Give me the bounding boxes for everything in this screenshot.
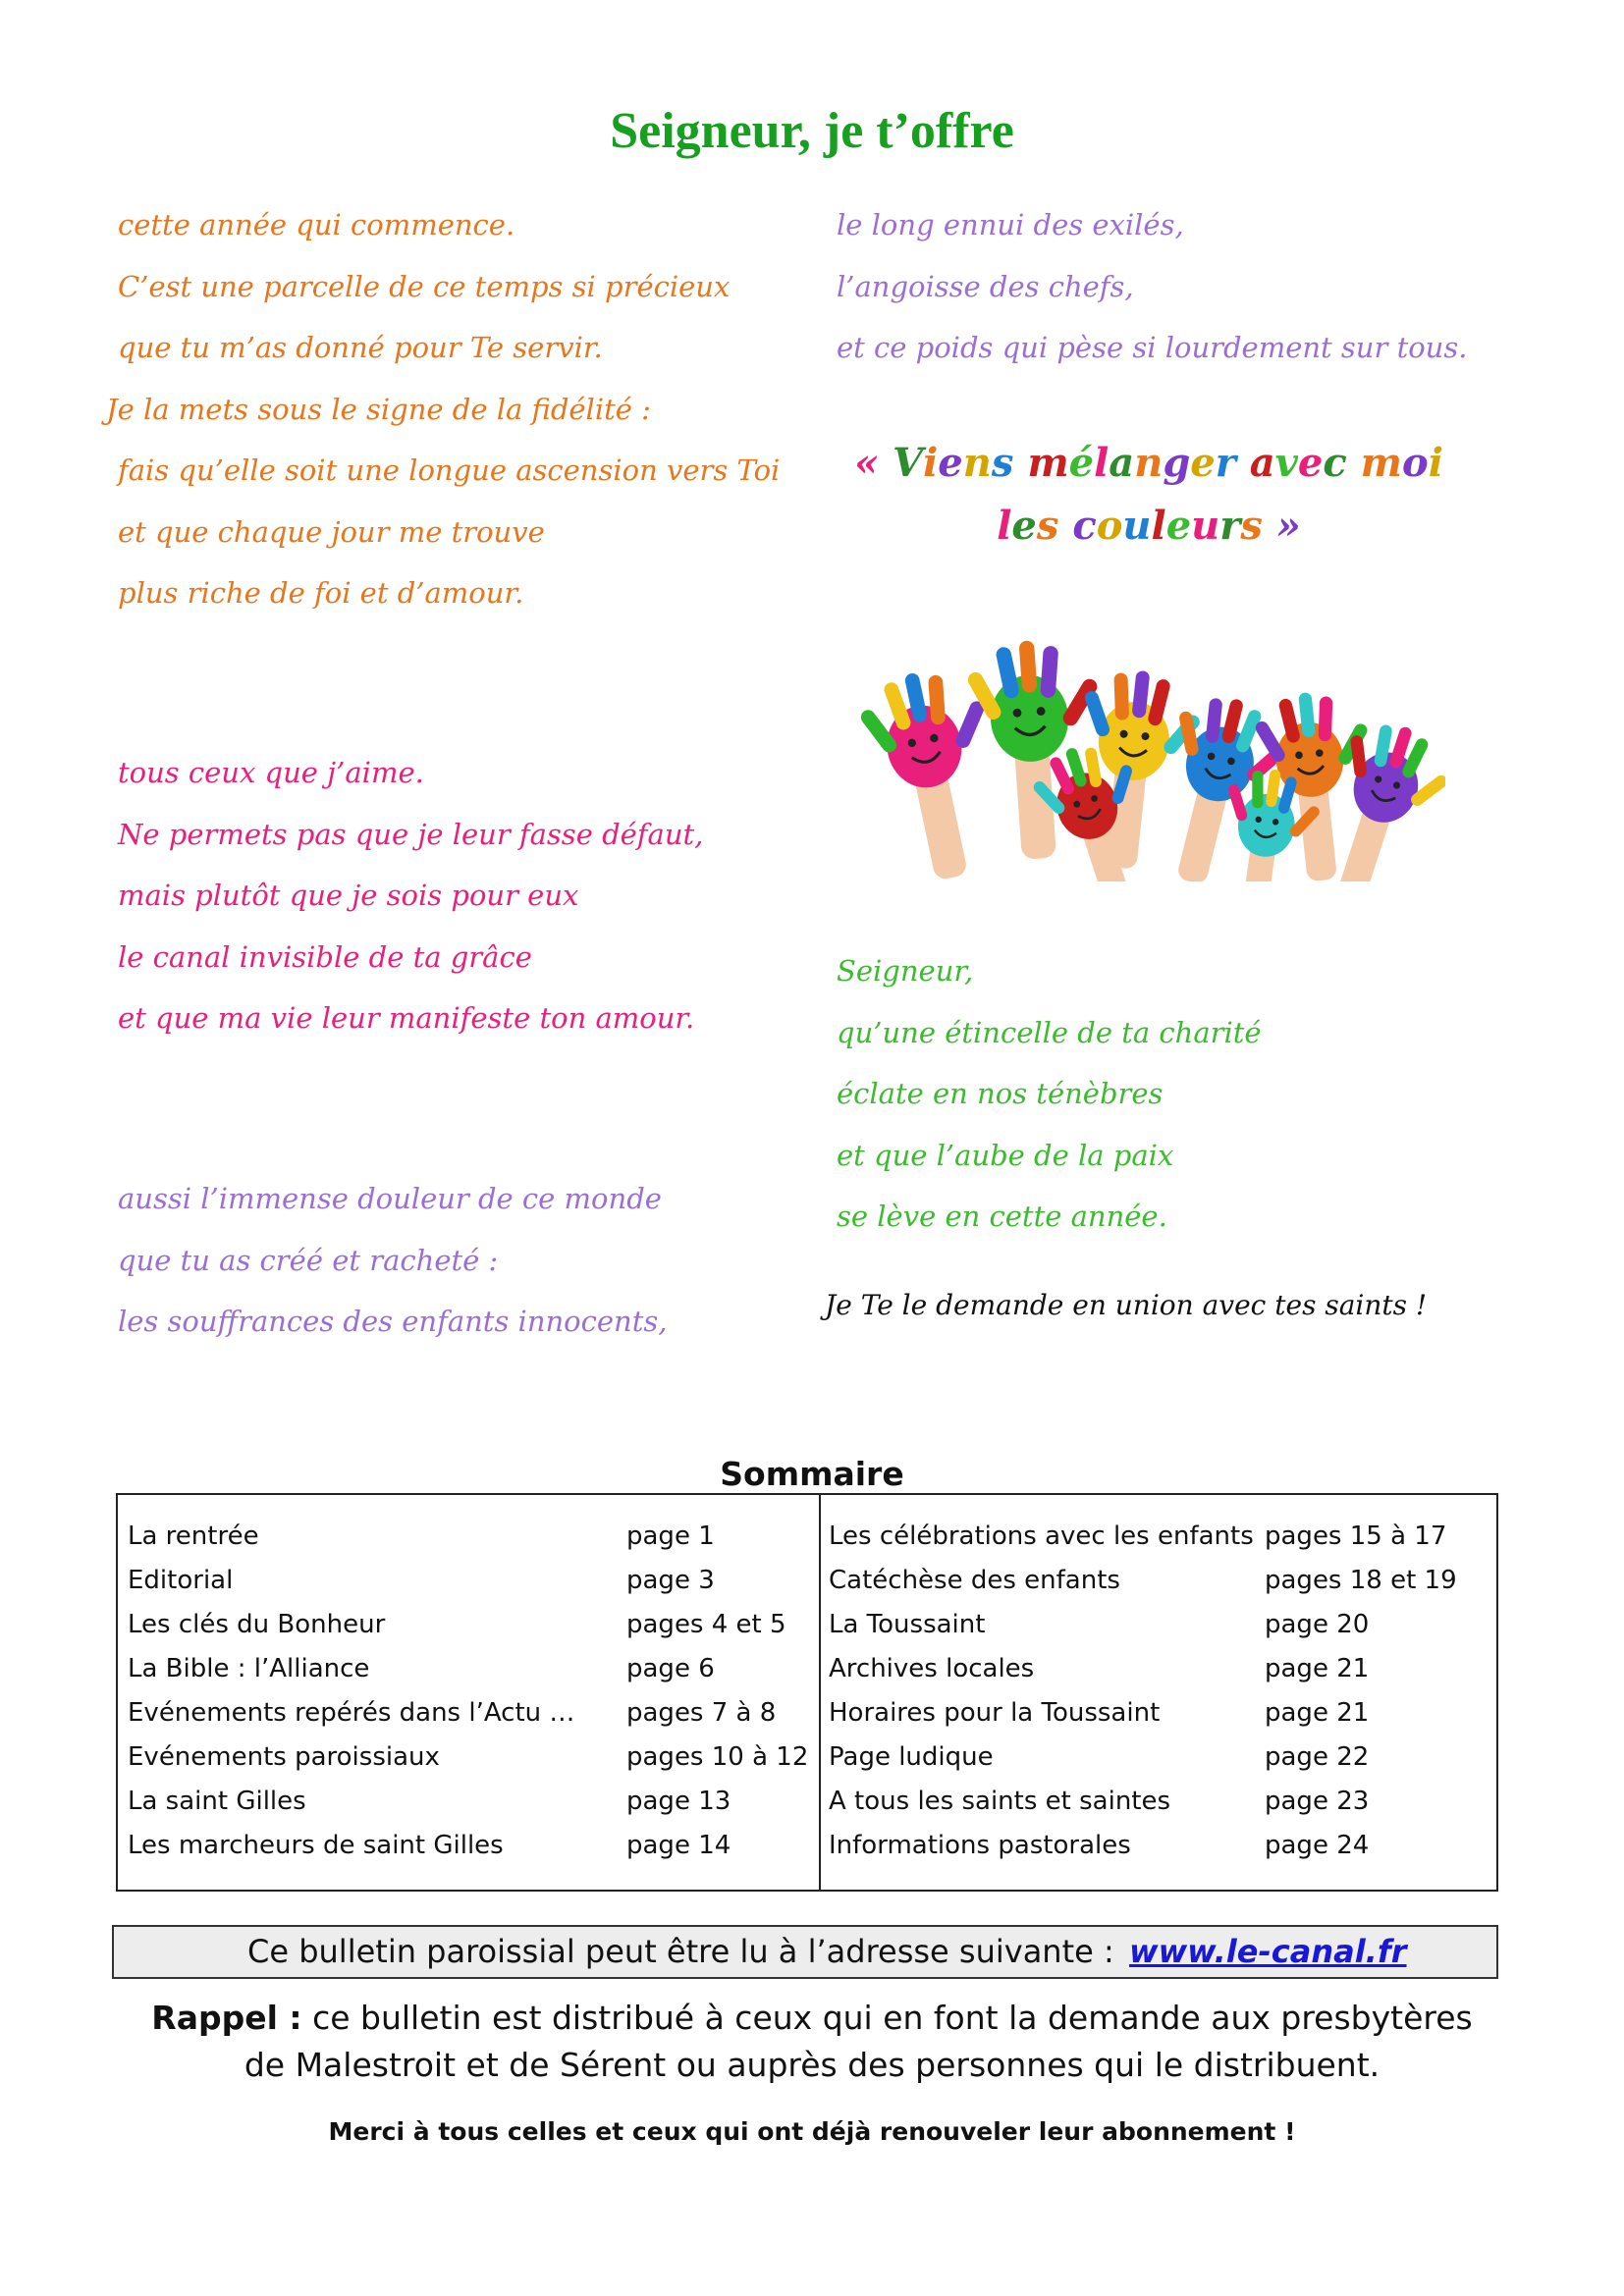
poem-line: et que chaque jour me trouve xyxy=(118,514,545,549)
sommaire-left-column xyxy=(128,1515,809,1868)
table-row xyxy=(128,1735,809,1780)
entry-page: page 21 xyxy=(1265,1654,1370,1683)
poem-line: fais qu’elle soit une longue ascension vers Toi xyxy=(118,454,781,487)
poem-line: le canal invisible de ta grâce xyxy=(118,939,532,974)
entry-page: pages 7 à 8 xyxy=(626,1698,777,1728)
entry-page: page 22 xyxy=(1265,1742,1370,1772)
entry-label: La rentrée xyxy=(128,1522,259,1551)
table-row xyxy=(829,1603,1487,1647)
entry-label: Evénements paroissiaux xyxy=(128,1742,440,1772)
quote-line-2: les couleurs » xyxy=(997,503,1301,549)
poem-line: l’angoisse des chefs, xyxy=(837,269,1134,303)
rappel-label: Rappel : xyxy=(151,1999,302,2037)
poem-stanza-violet-right xyxy=(837,194,1467,379)
painted-hands-image xyxy=(846,579,1445,881)
table-row xyxy=(829,1735,1487,1780)
sommaire-table xyxy=(116,1493,1498,1892)
entry-label: Archives locales xyxy=(829,1654,1035,1683)
entry-page: page 23 xyxy=(1265,1787,1370,1816)
poem-stanza-violet-left xyxy=(118,1168,667,1353)
poem-line: et que l’aube de la paix xyxy=(837,1138,1174,1172)
rappel-text-2: de Malestroit et de Sérent ou auprès des personnes qui le distribuent. xyxy=(244,2046,1380,2084)
entry-label: Les clés du Bonheur xyxy=(128,1610,386,1639)
entry-label: Les célébrations avec les enfants xyxy=(829,1522,1254,1551)
entry-page: page 14 xyxy=(626,1831,731,1860)
entry-label: La saint Gilles xyxy=(128,1787,306,1816)
entry-page: pages 15 à 17 xyxy=(1265,1522,1447,1551)
poem-line: le long ennui des exilés, xyxy=(837,208,1184,241)
poem-line: Ne permets pas que je leur fasse défaut, xyxy=(118,817,704,851)
entry-label: Catéchèse des enfants xyxy=(829,1566,1120,1595)
table-row xyxy=(128,1515,805,1559)
table-row xyxy=(128,1824,805,1868)
quote-line-1: « Viens mélanger avec moi xyxy=(854,440,1443,486)
entry-page: pages 18 et 19 xyxy=(1265,1566,1457,1595)
table-row xyxy=(128,1647,805,1691)
entry-page: page 6 xyxy=(626,1654,715,1683)
entry-page: page 3 xyxy=(626,1566,715,1595)
entry-page: page 24 xyxy=(1265,1831,1370,1860)
website-link[interactable]: www.le-canal.fr xyxy=(1129,1933,1407,1970)
sommaire-title: Sommaire xyxy=(720,1455,904,1493)
poem-line: aussi l’immense douleur de ce monde xyxy=(118,1182,662,1215)
table-row xyxy=(829,1647,1487,1691)
poem-line: tous ceux que j’aime. xyxy=(118,756,424,789)
poem-line: se lève en cette année. xyxy=(837,1200,1167,1233)
table-divider xyxy=(819,1495,821,1890)
table-row xyxy=(829,1691,1487,1735)
table-row xyxy=(128,1559,805,1603)
entry-label: Horaires pour la Toussaint xyxy=(829,1698,1161,1728)
entry-page: page 1 xyxy=(626,1522,715,1551)
poem-line: Je la mets sous le signe de la fidélité : xyxy=(106,392,651,426)
entry-label: Les marcheurs de saint Gilles xyxy=(128,1831,504,1860)
poem-line: mais plutôt que je sois pour eux xyxy=(118,879,579,912)
poem-closing: Je Te le demande en union avec tes saints ! xyxy=(825,1289,1428,1321)
poem-line: Seigneur, xyxy=(837,954,974,988)
table-row xyxy=(829,1780,1487,1824)
page-title: Seigneur, je t’offre xyxy=(610,103,1014,159)
entry-label: La Bible : l’Alliance xyxy=(128,1654,370,1683)
entry-page: page 13 xyxy=(626,1787,731,1816)
table-row xyxy=(128,1780,805,1824)
poem-line: éclate en nos ténèbres xyxy=(837,1077,1164,1110)
thank-you-note: Merci à tous celles et ceux qui ont déjà renouveler leur abonnement ! xyxy=(328,2117,1296,2146)
table-row xyxy=(829,1824,1487,1868)
entry-page: page 21 xyxy=(1265,1698,1370,1728)
entry-page: pages 4 et 5 xyxy=(626,1610,786,1639)
rappel-text-1: ce bulletin est distribué à ceux qui en font la demande aux presbytères xyxy=(301,1999,1473,2037)
poem-stanza-green xyxy=(837,940,1262,1248)
entry-label: Evénements repérés dans l’Actu … xyxy=(128,1698,575,1728)
poem-line: cette année qui commence. xyxy=(118,208,515,241)
table-row xyxy=(128,1603,805,1647)
sommaire-right-column xyxy=(829,1515,1487,1868)
poem-line: et ce poids qui pèse si lourdement sur tous. xyxy=(837,331,1468,364)
table-row xyxy=(829,1559,1487,1603)
poem-line: qu’une étincelle de ta charité xyxy=(837,1015,1262,1049)
entry-label: A tous les saints et saintes xyxy=(829,1787,1171,1816)
poem-line: plus riche de foi et d’amour. xyxy=(118,576,524,610)
poem-stanza-orange xyxy=(106,194,781,624)
website-banner xyxy=(112,1925,1498,1979)
poem-line: les souffrances des enfants innocents, xyxy=(118,1305,668,1338)
poem-stanza-pink xyxy=(118,742,703,1049)
entry-label: La Toussaint xyxy=(829,1610,986,1639)
poem-line: que tu as créé et racheté : xyxy=(118,1243,499,1277)
table-row xyxy=(829,1515,1487,1559)
entry-page: page 20 xyxy=(1265,1610,1370,1639)
entry-label: Page ludique xyxy=(829,1742,994,1772)
entry-label: Editorial xyxy=(128,1566,234,1595)
table-row xyxy=(128,1691,805,1735)
entry-page: pages 10 à 12 xyxy=(626,1742,809,1772)
website-banner-text: Ce bulletin paroissial peut être lu à l’adresse suivante : xyxy=(247,1933,1114,1970)
poem-line: et que ma vie leur manifeste ton amour. xyxy=(118,1001,695,1035)
poem-line: C’est une parcelle de ce temps si précieux xyxy=(118,269,731,303)
poem-line: que tu m’as donné pour Te servir. xyxy=(118,331,603,364)
rappel-notice xyxy=(0,1995,1624,2089)
colorful-quote xyxy=(844,432,1453,558)
entry-label: Informations pastorales xyxy=(829,1831,1131,1860)
